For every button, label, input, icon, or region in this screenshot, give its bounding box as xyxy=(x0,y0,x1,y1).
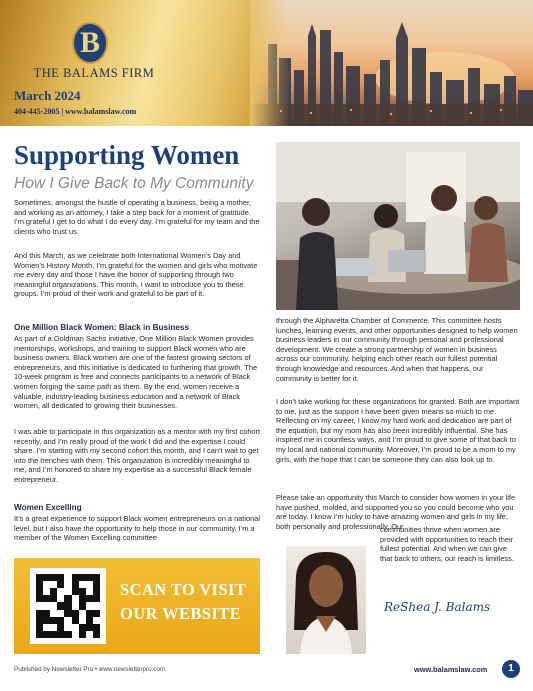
qr-module xyxy=(79,602,86,609)
qr-module xyxy=(93,574,100,581)
qr-module xyxy=(43,595,50,602)
banner-line-2: OUR WEBSITE xyxy=(120,604,242,623)
qr-module xyxy=(86,574,93,581)
qr-module xyxy=(93,602,100,609)
qr-module xyxy=(50,595,57,602)
qr-module xyxy=(36,617,43,624)
article-title: Supporting Women xyxy=(14,140,240,170)
qr-module xyxy=(43,602,50,609)
qr-module xyxy=(93,631,100,638)
qr-module xyxy=(50,624,57,631)
right-column-paragraph-3: Please take an opportunity this March to consider how women in your life have pushed, molded, and supported you so you could become who you are today. I know I’m lucky to have amazing women and girls in my life, both personally and professionally. Our xyxy=(276,493,516,531)
page-number: 1 xyxy=(502,660,520,678)
qr-module xyxy=(57,595,64,602)
qr-module xyxy=(79,595,86,602)
qr-module xyxy=(50,588,57,595)
qr-module xyxy=(43,617,50,624)
qr-module xyxy=(57,624,64,631)
qr-module xyxy=(36,588,43,595)
intro-paragraph: Sometimes, amongst the hustle of operating a business, being a mother, and working as an attorney, I take a step back for a moment of gratitude. I’m grateful I get to do what I do every day. I’m grateful for my team and the clients who trust us. xyxy=(14,198,260,236)
qr-module xyxy=(50,574,57,581)
qr-module xyxy=(79,581,86,588)
qr-module xyxy=(72,588,79,595)
qr-module xyxy=(86,617,93,624)
qr-module xyxy=(50,617,57,624)
qr-module xyxy=(64,610,71,617)
section-1-body-2: I was able to participate in this organization as a mentor with my first cohort recently, and I’m really proud of the work I did and the expertise I could share. I’m starting with my second cohort this month, and I can’t wait to get into the trenches with them. This organization is incredibly meaningful to me, and I’m honored to share my expertise as a successful Black female entrepreneur. xyxy=(14,427,261,484)
qr-module xyxy=(36,610,43,617)
qr-module xyxy=(72,574,79,581)
women-meeting-photo xyxy=(276,142,520,310)
qr-module xyxy=(50,610,57,617)
city-skyline-image xyxy=(250,0,533,126)
qr-module xyxy=(57,610,64,617)
qr-code[interactable] xyxy=(30,568,106,644)
qr-module xyxy=(57,574,64,581)
qr-module xyxy=(93,595,100,602)
right-column-paragraph-4: communities thrive when women are provided with opportunities to reach their fullest potential. And when we can give that back to others, our reach is limitless. xyxy=(380,525,514,563)
section-heading-women-excelling: Women Excelling xyxy=(14,503,82,512)
qr-module xyxy=(36,631,43,638)
qr-module xyxy=(50,602,57,609)
qr-module xyxy=(93,581,100,588)
qr-module xyxy=(93,617,100,624)
qr-module xyxy=(36,624,43,631)
qr-module xyxy=(43,574,50,581)
qr-module xyxy=(43,610,50,617)
qr-module xyxy=(79,617,86,624)
qr-module xyxy=(43,588,50,595)
qr-module xyxy=(50,631,57,638)
qr-module xyxy=(64,574,71,581)
contact-info: 404-445-2005 | www.balamslaw.com xyxy=(14,107,137,116)
qr-module xyxy=(93,624,100,631)
firm-logo: B xyxy=(72,22,108,64)
qr-module xyxy=(36,595,43,602)
qr-module xyxy=(86,588,93,595)
qr-module xyxy=(86,624,93,631)
qr-module xyxy=(64,602,71,609)
section-1-body: As part of a Goldman Sachs initiative, One Million Black Women provides mentorships, workshops, and training to support Black women who are business owners. Black women are one of the fastest growing sectors of entrepreneurs, and this initiative is dedicated to furthering that growth. The 10-week program is free and connects participants to a network of Black women forging the same path as them. By the end, women receive a valuable, industry-leading business education and a network of Black women, all dedicated to growing their businesses. xyxy=(14,334,258,411)
qr-module xyxy=(72,610,79,617)
banner-line-1: SCAN TO VISIT xyxy=(120,580,247,599)
qr-module xyxy=(72,617,79,624)
qr-module xyxy=(57,602,64,609)
qr-module xyxy=(43,581,50,588)
footer-website[interactable]: www.balamslaw.com xyxy=(414,665,488,674)
qr-module xyxy=(64,595,71,602)
qr-module xyxy=(43,631,50,638)
qr-module xyxy=(72,581,79,588)
firm-name: THE BALAMS FIRM xyxy=(33,66,155,80)
header-fade xyxy=(250,0,290,126)
qr-module xyxy=(72,624,79,631)
qr-module xyxy=(57,617,64,624)
qr-module xyxy=(93,610,100,617)
qr-module xyxy=(79,574,86,581)
qr-module xyxy=(43,624,50,631)
qr-module xyxy=(79,610,86,617)
qr-module xyxy=(57,588,64,595)
section-heading-black-in-business: One Million Black Women: Black in Business xyxy=(14,323,190,332)
qr-module xyxy=(57,631,64,638)
paragraph-2: And this March, as we celebrate both International Women’s Day and Women’s History Month, I’m grateful for the women and girls who motivate me every day and those I have the honor of supporting through two meaningful organizations. This month, I want to introduce you to these groups. I’m proud of their work and grateful to be part of it. xyxy=(14,251,258,299)
qr-module xyxy=(86,581,93,588)
qr-module xyxy=(86,602,93,609)
qr-module xyxy=(64,631,71,638)
section-2-body: It’s a great experience to support Black women entrepreneurs on a national level, but I also have the opportunity to help those in our community. I’m a member of the Women Excelling committee xyxy=(14,514,260,543)
banner-text xyxy=(120,578,250,626)
qr-module xyxy=(79,624,86,631)
qr-module xyxy=(86,631,93,638)
newsletter-header xyxy=(0,0,533,126)
publisher-credit: Published by Newsletter Pro • www.newsletterpro.com xyxy=(14,666,166,673)
qr-pattern xyxy=(36,574,100,638)
qr-module xyxy=(86,610,93,617)
author-portrait xyxy=(286,546,366,654)
right-column-paragraph-1: through the Alpharetta Chamber of Commerce. This committee hosts lunches, learning events, and other opportunities designed to help women business leaders in our community through personal and professional development. We create a strong partnership of women in business across our community, helping each other reach our fullest potential through knowledge and resources. And when that happens, our community is better for it. xyxy=(276,316,518,383)
qr-module xyxy=(64,581,71,588)
qr-module xyxy=(36,574,43,581)
qr-module xyxy=(79,631,86,638)
scan-website-banner[interactable] xyxy=(14,558,260,654)
qr-module xyxy=(64,588,71,595)
qr-module xyxy=(72,602,79,609)
qr-module xyxy=(64,617,71,624)
qr-module xyxy=(50,581,57,588)
author-signature: ReShea J. Balams xyxy=(384,600,491,614)
issue-date: March 2024 xyxy=(14,88,81,103)
qr-module xyxy=(72,595,79,602)
qr-module xyxy=(93,588,100,595)
qr-module xyxy=(86,595,93,602)
right-column-paragraph-2: I don’t take working for these organizations for granted. Both are important to me, just as the support I have been given means so much to me. Reflecting on my career, I know my hard work and dedication are part of the equation, but my mom has also been incredibly influential. She has inspired me in countless ways, and I’m proud to give some of that back to my local and national community. Moreover, I’m proud to be a mom to my girls, with the hope that I can be someone they can also look up to. xyxy=(276,397,520,464)
qr-module xyxy=(79,588,86,595)
qr-module xyxy=(36,602,43,609)
qr-module xyxy=(57,581,64,588)
qr-module xyxy=(72,631,79,638)
article-subtitle: How I Give Back to My Community xyxy=(14,175,254,192)
qr-module xyxy=(64,624,71,631)
qr-module xyxy=(36,581,43,588)
